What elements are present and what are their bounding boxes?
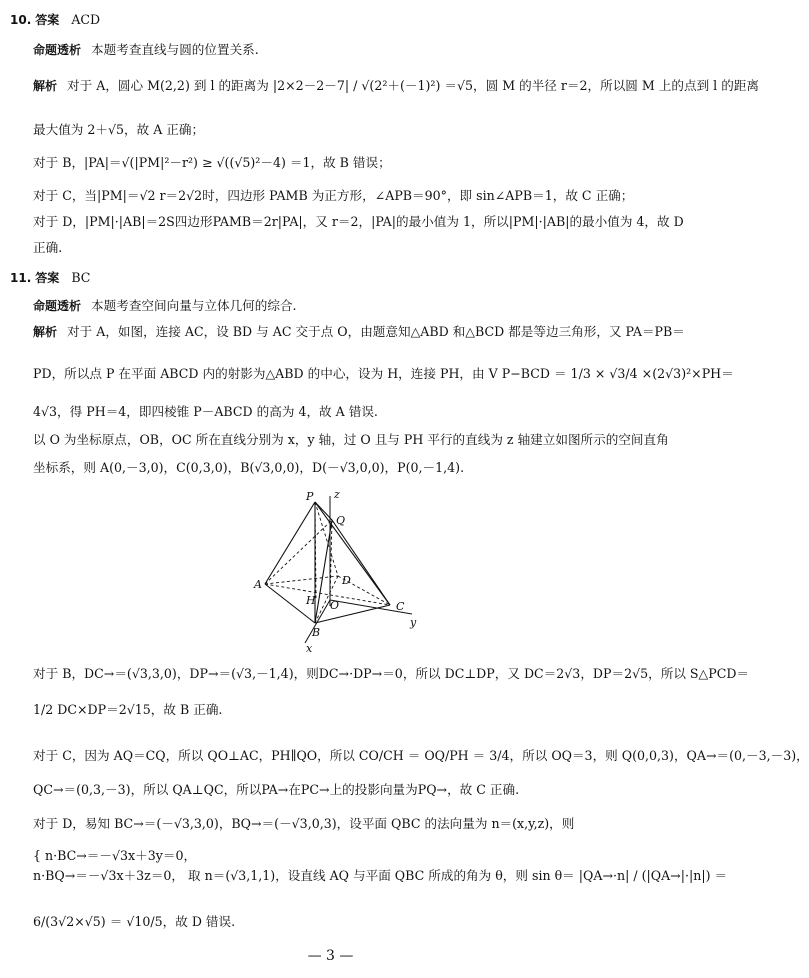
q11-answer: BC bbox=[71, 270, 91, 285]
q11-line-11: { n·BC→＝－√3x＋3y＝0， bbox=[33, 848, 197, 863]
q10-answer: ACD bbox=[71, 12, 101, 27]
q11-line-10: 对于 D，易知 BC→＝(－√3,3,0)，BQ→＝(－√3,0,3)，设平面 QBC 的法向量为 n＝(x,y,z)，则 bbox=[33, 816, 575, 831]
q10-insight-text: 本题考查直线与圆的位置关系. bbox=[91, 42, 259, 57]
edge-PA bbox=[265, 502, 315, 584]
edge-AD bbox=[265, 576, 338, 584]
label-C: C bbox=[396, 600, 405, 613]
q10-line-4: 对于 C，当|PM|＝√2 r＝2√2时，四边形 PAMB 为正方形，∠APB＝90°，即 sin∠APB＝1，故 C 正确； bbox=[33, 188, 634, 203]
q11-line-5: 坐标系，则 A(0,－3,0)，C(0,3,0)，B(√3,0,0)，D(－√3,0,0)，P(0,－1,4). bbox=[33, 460, 465, 475]
q11-header bbox=[10, 270, 641, 286]
q10-line-1: 对于 A，圆心 M(2,2) 到 l 的距离为 |2×2－2－7| / √(2²＋(－1)²) ＝√5，圆 M 的半径 r＝2，所以圆 M 上的点到 l 的距离 bbox=[67, 78, 759, 93]
q11-line-12: n·BQ→＝－√3x＋3z＝0， 取 n＝(√3,1,1)，设直线 AQ 与平面 QBC 所成的角为 θ，则 sin θ＝ |QA→·n| / (|QA→|·|n|) ＝ bbox=[33, 868, 728, 883]
q10-line-5: 对于 D，|PM|·|AB|＝2S四边形PAMB＝2r|PA|，又 r＝2，|PA|的最小值为 1，所以|PM|·|AB|的最小值为 4，故 D bbox=[33, 214, 684, 229]
q11-line-13: 6/(3√2×√5) ＝ √10/5，故 D 错误. bbox=[33, 914, 236, 929]
label-D: D bbox=[342, 574, 351, 587]
edge-AC bbox=[265, 584, 390, 605]
q10-insight bbox=[33, 42, 641, 58]
label-x: x bbox=[306, 642, 313, 655]
q11-line-7: 1/2 DC×DP＝2√15，故 B 正确. bbox=[33, 702, 223, 717]
edge-PD bbox=[315, 502, 338, 576]
pyramid-diagram bbox=[250, 488, 430, 653]
q10-line-6: 正确. bbox=[33, 240, 63, 255]
label-O: O bbox=[330, 599, 340, 612]
q10-header bbox=[10, 12, 641, 28]
q11-line-1: 对于 A，如图，连接 AC，设 BD 与 AC 交于点 O，由题意知△ABD 和△BCD 都是等边三角形，又 PA＝PB＝ bbox=[67, 324, 685, 339]
q11-insight-label: 命题透析 bbox=[33, 299, 82, 313]
q11-insight bbox=[33, 298, 641, 314]
edge-PQ bbox=[315, 502, 332, 520]
q10-analysis-line-1 bbox=[33, 78, 759, 94]
label-z: z bbox=[334, 488, 340, 501]
q10-number: 10. bbox=[10, 13, 32, 27]
label-A: A bbox=[254, 578, 262, 591]
q11-line-6: 对于 B，DC→＝(√3,3,0)，DP→＝(√3,－1,4)，则DC→·DP→＝0，所以 DC⊥DP，又 DC＝2√3，DP＝2√5，所以 S△PCD＝ bbox=[33, 666, 750, 681]
q11-line-8: 对于 C，因为 AQ＝CQ，所以 QO⊥AC，PH∥QO，所以 CO/CH ＝ OQ/PH ＝ 3/4，所以 OQ＝3，则 Q(0,0,3)，QA→＝(0,－3,－3)， bbox=[33, 748, 809, 763]
q11-analysis-label: 解析 bbox=[33, 325, 58, 339]
label-y: y bbox=[410, 616, 417, 629]
page-number: — 3 — bbox=[307, 948, 354, 964]
q10-line-3: 对于 B，|PA|＝√(|PM|²－r²) ≥ √((√5)²－4) ＝1，故 B 错误； bbox=[33, 155, 391, 170]
label-P: P bbox=[306, 490, 314, 503]
q10-insight-label: 命题透析 bbox=[33, 43, 82, 57]
q11-number: 11. bbox=[10, 271, 32, 285]
q11-line-3: 4√3，得 PH＝4，即四棱锥 P－ABCD 的高为 4，故 A 错误. bbox=[33, 404, 378, 419]
q11-line-4: 以 O 为坐标原点，OB，OC 所在直线分别为 x，y 轴，过 O 且与 PH 平行的直线为 z 轴建立如图所示的空间直角 bbox=[33, 432, 669, 447]
label-Q: Q bbox=[336, 514, 346, 527]
q11-insight-text: 本题考查空间向量与立体几何的综合. bbox=[91, 298, 297, 313]
q11-answer-label: 答案 bbox=[35, 271, 60, 285]
pyramid-figure bbox=[250, 488, 430, 653]
q10-line-2: 最大值为 2＋√5，故 A 正确； bbox=[33, 122, 205, 137]
edge-QC bbox=[332, 520, 390, 605]
label-B: B bbox=[312, 626, 321, 639]
label-H: H bbox=[306, 594, 316, 607]
q10-answer-label: 答案 bbox=[35, 13, 60, 27]
q11-line-9: QC→＝(0,3,－3)，所以 QA⊥QC，所以PA→在PC→上的投影向量为PQ→，故 C 正确. bbox=[33, 782, 520, 797]
q11-line-2: PD，所以点 P 在平面 ABCD 内的射影为△ABD 的中心，设为 H，连接 PH，由 V P−BCD ＝ 1/3 × √3/4 ×(2√3)²×PH＝ bbox=[33, 366, 734, 381]
q11-analysis-line-1 bbox=[33, 324, 685, 340]
edge-BC bbox=[315, 605, 390, 623]
q10-analysis-label: 解析 bbox=[33, 79, 58, 93]
